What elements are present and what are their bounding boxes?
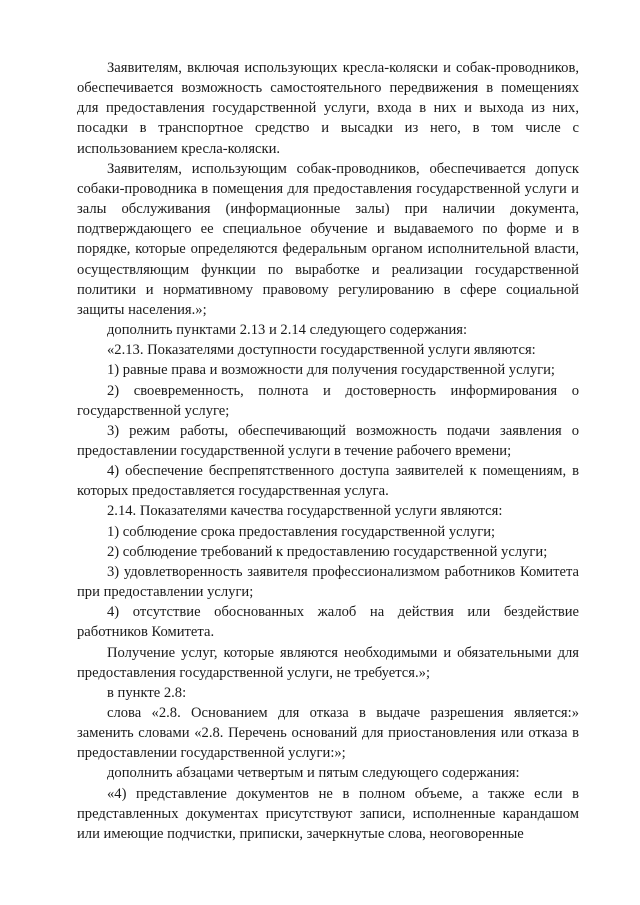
paragraph-add-items-2-13-2-14: дополнить пунктами 2.13 и 2.14 следующего содержания: xyxy=(107,322,468,339)
paragraph-2-13-heading: «2.13. Показателями доступности государственной услуги являются: xyxy=(107,342,536,359)
paragraph-wheelchair-access: Заявителям, включая использующих кресла-коляски и собак-проводников, обеспечивается возможность самостоятельного передвижения в помещениях для предоставления государственной услуги, входа в них и выхода из них, посадки в транспортное средство и высадки из него, в том числе с использованием кресла-коляски. xyxy=(77,60,579,157)
list-item-2-14-1: 1) соблюдение срока предоставления государственной услуги; xyxy=(107,523,496,540)
paragraph-guide-dogs: Заявителям, использующим собак-проводников, обеспечивается допуск собаки-проводника в помещения для предоставления государственной услуги и залы обслуживания (информационные залы) при наличии документа, подтверждающего ее специальное обучение и выдаваемого по форме и в порядке, которые определяются федеральным органом исполнительной власти, осуществляющим функции по выработке и реализации государственной политики и нормативному правовому регулированию в сфере социальной защиты населения.»; xyxy=(77,160,579,318)
list-item-2-13-2: 2) своевременность, полнота и достоверность информирования о государственной услуге; xyxy=(77,382,579,419)
list-item-2-13-4: 4) обеспечение беспрепятственного доступа заявителей к помещениям, в которых предоставляется государственная услуга. xyxy=(77,463,579,500)
document-page xyxy=(77,58,579,844)
list-item-2-14-3: 3) удовлетворенность заявителя профессионализмом работников Комитета при предоставлении услуги; xyxy=(77,563,579,601)
paragraph-incomplete-documents: «4) представление документов не в полном объеме, а также если в представленных документах присутствуют записи, исполненные карандашом или имеющие подчистки, приписки, зачеркнутые слова, неоговоренные xyxy=(77,785,579,842)
list-item-2-14-4: 4) отсутствие обоснованных жалоб на действия или бездействие работников Комитета. xyxy=(77,604,579,641)
paragraph-replace-words: слова «2.8. Основанием для отказа в выдаче разрешения является:» заменить словами «2.8. Перечень оснований для приостановления или отказа в предоставлении государственной услуги:»; xyxy=(77,705,579,762)
paragraph-necessary-services: Получение услуг, которые являются необходимыми и обязательными для предоставления государственной услуги, не требуется.»; xyxy=(77,644,579,681)
paragraph-2-14-heading: 2.14. Показателями качества государственной услуги являются: xyxy=(107,503,503,520)
list-item-2-14-2: 2) соблюдение требований к предоставлению государственной услуги; xyxy=(107,543,548,560)
paragraph-in-item-2-8: в пункте 2.8: xyxy=(107,684,187,701)
list-item-2-13-1: 1) равные права и возможности для получения государственной услуги; xyxy=(107,362,555,379)
paragraph-add-subparagraphs: дополнить абзацами четвертым и пятым следующего содержания: xyxy=(107,765,520,782)
list-item-2-13-3: 3) режим работы, обеспечивающий возможность подачи заявления о предоставлении государственной услуги в течение рабочего времени; xyxy=(77,422,579,459)
